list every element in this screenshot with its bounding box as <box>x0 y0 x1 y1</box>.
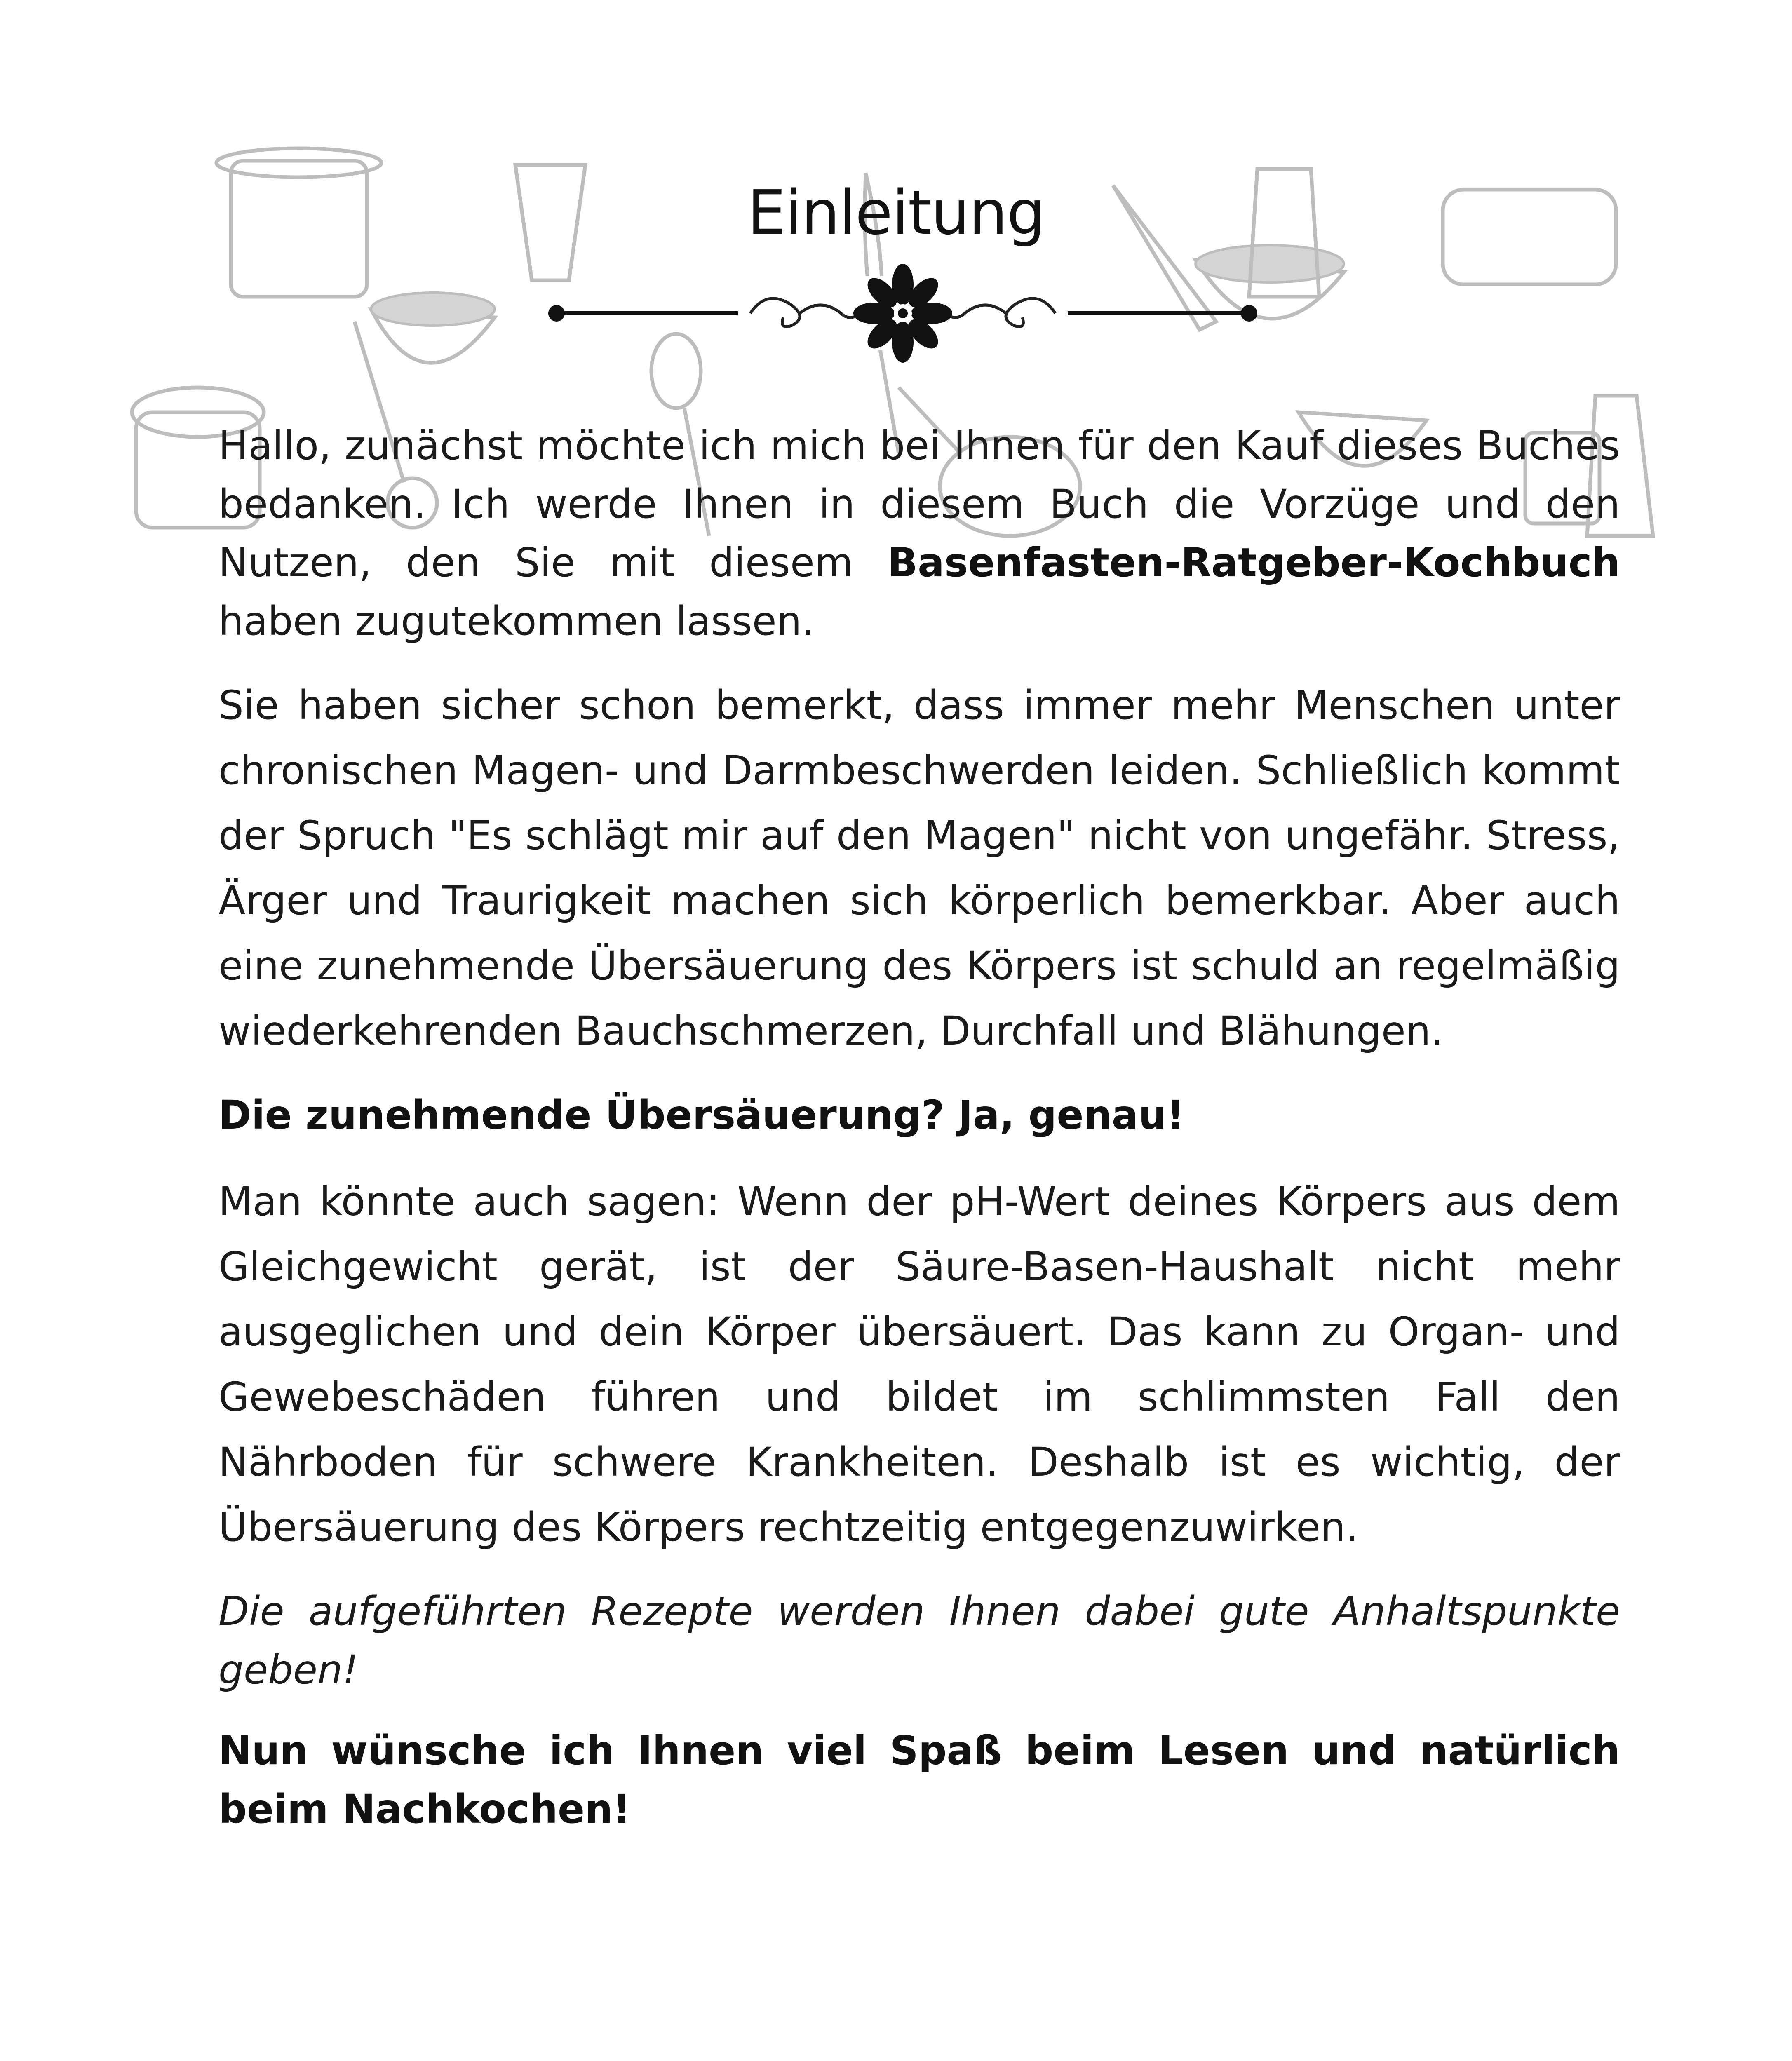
divider-end-dot <box>1241 305 1257 322</box>
intro-text-start: Hallo, zunächst möchte ich mich bei Ihnen für den Kauf dieses Buches bedanken. Ich werde Ihnen in diesem Buch die Vorzüge und den Nutzen, den Sie mit diesem <box>218 423 1620 586</box>
bowl-icon <box>371 293 495 363</box>
book-title-emphasis: Basenfasten-Ratgeber-Kochbuch <box>887 540 1620 586</box>
symptoms-paragraph: Sie haben sicher schon bemerkt, dass immer mehr Menschen unter chronischen Magen- und Darmbeschwerden leiden. Schließlich kommt der Spruch "Es schlägt mir auf den Magen" nicht von ungefähr. Stress, Ärger und Traurigkeit machen sich körperlich bemerkbar. Aber auch eine zunehmende Übersäuerung des Körpers ist schuld an regelmäßig wiederkehrenden Bauchschmerzen, Durchfall und Blähungen. <box>218 682 1620 1054</box>
section-heading: Die zunehmende Übersäuerung? Ja, genau! <box>218 1092 1185 1138</box>
intro-paragraph <box>218 416 1620 650</box>
recipes-note: Die aufgeführten Rezepte werden Ihnen dabei gute Anhaltspunkte geben! <box>218 1588 1620 1693</box>
divider-end-dot <box>548 305 565 322</box>
intro-text-end: haben zugutekommen lassen. <box>218 598 815 644</box>
page-title: Einleitung <box>747 177 1045 248</box>
ph-value-paragraph: Man könnte auch sagen: Wenn der pH-Wert deines Körpers aus dem Gleichgewicht gerät, ist der Säure-Basen-Haushalt nicht mehr ausgeglichen und dein Körper übersäuert. Das kann zu Organ- und Gewebeschäden führen und bildet im schlimmsten Fall den Nährboden für schwere Krankheiten. Deshalb ist es wichtig, der Übersäuerung des Körpers rechtzeitig entgegenzuwirken. <box>218 1178 1620 1550</box>
introduction-body <box>218 416 1620 1861</box>
closing-wish: Nun wünsche ich Ihnen viel Spaß beim Lesen und natürlich beim Nachkochen! <box>218 1728 1620 1832</box>
title-divider-ornament <box>536 260 1270 367</box>
